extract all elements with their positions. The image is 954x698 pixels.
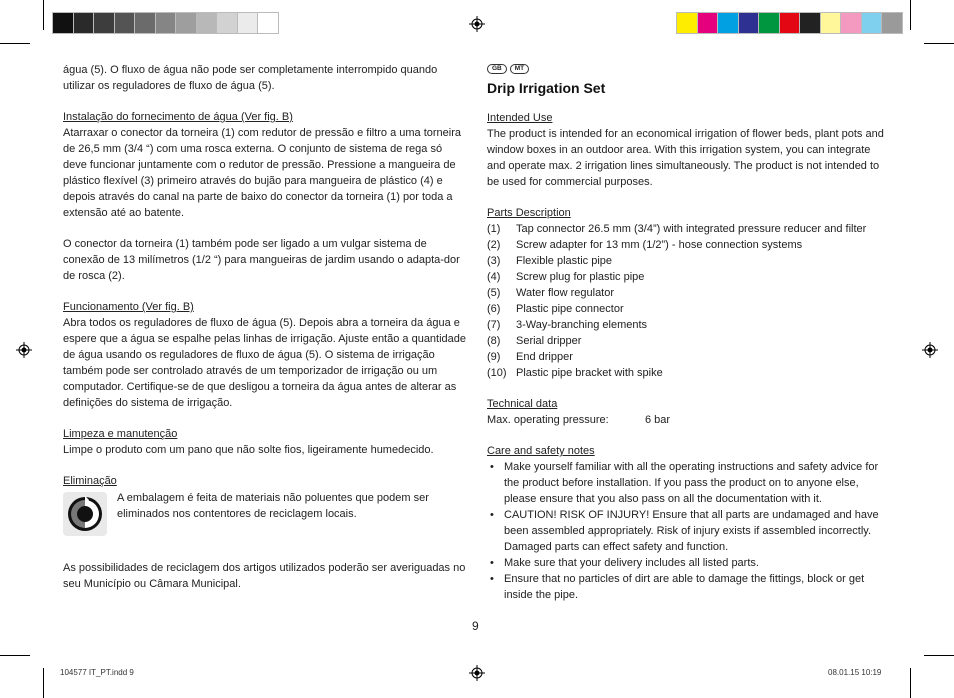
part-number: (6) (487, 303, 501, 315)
color-swatch (156, 13, 176, 33)
part-number: (1) (487, 223, 501, 235)
part-name: End dripper (516, 351, 573, 363)
crop-mark (0, 655, 30, 656)
color-swatch (780, 13, 800, 33)
safety-note: Make yourself familiar with all the operating instructions and safety advice for the product before installation. If you pass the product on to anyone else, please ensure that you also pass on all the documentation with it. (504, 461, 879, 505)
warning-label: CAUTION! RISK OF INJURY! (504, 509, 650, 521)
color-swatch (74, 13, 94, 33)
part-number: (3) (487, 255, 501, 267)
color-swatch (238, 13, 258, 33)
recycling-paragraph: As possibilidades de reciclagem dos artigos utilizados poderão ser averiguadas no seu Município ou Câmara Municipal. (63, 562, 466, 590)
english-column (487, 62, 887, 603)
footer-timestamp: 08.01.15 10:19 (828, 668, 882, 677)
color-swatch (882, 13, 902, 33)
safety-note: Ensure that all parts are undamaged and have been assembled appropriately. Risk of injury exists if assembled incorrectly. Damaged parts can effect safety and function. (504, 509, 879, 553)
color-swatch (258, 13, 278, 33)
registration-mark-icon (469, 665, 485, 681)
crop-mark (910, 668, 911, 698)
color-swatch (759, 13, 779, 33)
color-swatch (115, 13, 135, 33)
part-name: Tap connector 26.5 mm (3/4”) with integrated pressure reducer and filter (516, 223, 867, 235)
crop-mark (924, 655, 954, 656)
language-badge-gb: GB (487, 64, 507, 74)
part-name: Screw plug for plastic pipe (516, 271, 645, 283)
part-name: Flexible plastic pipe (516, 255, 612, 267)
part-name: Water flow regulator (516, 287, 615, 299)
list-item (487, 301, 887, 317)
list-item: • Make sure that your delivery includes all listed parts. (490, 557, 759, 569)
operation-paragraph: Abra todos os reguladores de fluxo de água (5). Depois abra a torneira da água e espere que a água se espalhe pelas linhas de irrigação. Ajuste então a quantidade de água usando os reguladores de fluxo de água (5). O sistema de irrigação também pode ser controlado através de um temporizador de irrigação ou um computador. Certifique-se de que desligou a torneira da água antes de alterar as definições do sistema de irrigação. (63, 317, 467, 409)
section-heading-cleaning: Limpeza e manutenção (63, 428, 178, 440)
section-heading-operation: Funcionamento (Ver fig. B) (63, 301, 194, 313)
intro-paragraph: água (5). O fluxo de água não pode ser completamente interrompido quando utilizar os reguladores de fluxo de água (5). (63, 64, 438, 92)
part-number: (2) (487, 239, 501, 251)
page-number: 9 (472, 619, 479, 633)
parts-list (487, 221, 887, 381)
green-dot-recycling-icon (63, 492, 107, 536)
list-item (487, 221, 887, 237)
section-heading-intended-use: Intended Use (487, 112, 553, 124)
section-heading-parts: Parts Description (487, 207, 571, 219)
list-item (487, 237, 887, 253)
list-item (487, 253, 887, 269)
list-item (487, 333, 887, 349)
part-number: (7) (487, 319, 501, 331)
section-heading-installation: Instalação do fornecimento de água (Ver fig. B) (63, 111, 293, 123)
safety-note: Ensure that no particles of dirt are able to damage the fittings, block or get inside the pipe. (504, 573, 865, 601)
language-badge-mt: MT (510, 64, 529, 74)
list-item (487, 317, 887, 333)
color-swatch (739, 13, 759, 33)
color-swatch (53, 13, 73, 33)
section-heading-technical-data: Technical data (487, 398, 558, 410)
color-swatch (217, 13, 237, 33)
crop-mark (910, 0, 911, 30)
list-item: • CAUTION! RISK OF INJURY! Ensure that all parts are undamaged and have been assembled appropriately. Risk of injury exists if assembled incorrectly. Damaged parts can effect safety and function. (490, 509, 879, 553)
color-swatch (821, 13, 841, 33)
tech-label: Max. operating pressure: (487, 414, 609, 426)
page-title: Drip Irrigation Set (487, 80, 606, 96)
disposal-paragraph: A embalagem é feita de materiais não poluentes que podem ser eliminados nos contentores de reciclagem locais. (117, 492, 429, 520)
portuguese-column (63, 62, 468, 592)
part-number: (8) (487, 335, 501, 347)
color-swatch (862, 13, 882, 33)
list-item (487, 269, 887, 285)
part-number: (5) (487, 287, 501, 299)
crop-mark (43, 668, 44, 698)
section-heading-disposal: Eliminação (63, 475, 117, 487)
part-name: Plastic pipe bracket with spike (516, 367, 663, 379)
safety-note: Make sure that your delivery includes all listed parts. (504, 557, 759, 569)
color-swatch (94, 13, 114, 33)
registration-mark-icon (16, 342, 32, 358)
footer-file-info: 104577 IT_PT.indd 9 (60, 668, 134, 677)
part-name: Screw adapter for 13 mm (1/2”) - hose connection systems (516, 239, 803, 251)
list-item (487, 365, 887, 381)
color-swatch (800, 13, 820, 33)
part-name: Serial dripper (516, 335, 582, 347)
list-item (487, 349, 887, 365)
crop-mark (43, 0, 44, 30)
color-swatch (718, 13, 738, 33)
color-swatch (841, 13, 861, 33)
part-name: Plastic pipe connector (516, 303, 624, 315)
tech-value: 6 bar (645, 414, 671, 426)
list-item: • Ensure that no particles of dirt are able to damage the fittings, block or get inside the pipe. (487, 571, 887, 603)
part-name: 3-Way-branching elements (516, 319, 648, 331)
section-heading-care-safety: Care and safety notes (487, 445, 595, 457)
list-item (487, 285, 887, 301)
registration-mark-icon (922, 342, 938, 358)
list-item: • Make yourself familiar with all the operating instructions and safety advice for the product before installation. If you pass the product on to anyone else, please ensure that you also pass on all the documentation with it. (487, 459, 887, 507)
color-swatch (698, 13, 718, 33)
cleaning-paragraph: Limpe o produto com um pano que não solte fios, ligeiramente humedecido. (63, 444, 434, 456)
crop-mark (924, 43, 954, 44)
installation-paragraph-2: O conector da torneira (1) também pode ser ligado a um vulgar sistema de conexão de 13 milímetros (1/2 “) para mangueiras de jardim usando o adapta-dor de rosca (2). (63, 238, 460, 282)
registration-mark-icon (469, 16, 485, 32)
color-swatch (677, 13, 697, 33)
installation-paragraph: Atarraxar o conector da torneira (1) com redutor de pressão e filtro a uma torneira de 26,5 mm (3/4 “) com uma rosca externa. O conjunto de sistema de rega só deve funcionar juntamente com o redutor de pressão. Pressione a mangueira de plástico flexível (3) primeiro através do bujão para mangueira de plástico (4) e depois através do canal na parte de baixo do conector da torneira (1) por toda a extensão até ao batente. (63, 127, 462, 219)
color-swatch (197, 13, 217, 33)
crop-mark (0, 43, 30, 44)
part-number: (4) (487, 271, 501, 283)
color-swatch (135, 13, 155, 33)
color-swatch (176, 13, 196, 33)
part-number: (9) (487, 351, 501, 363)
intended-use-paragraph: The product is intended for an economical irrigation of flower beds, plant pots and window boxes in an outdoor area. With this irrigation system, you can integrate and operate max. 2 irrigation lines simultaneously. The product is not intended to be used for commercial purposes. (487, 128, 884, 188)
part-number: (10) (487, 367, 507, 379)
